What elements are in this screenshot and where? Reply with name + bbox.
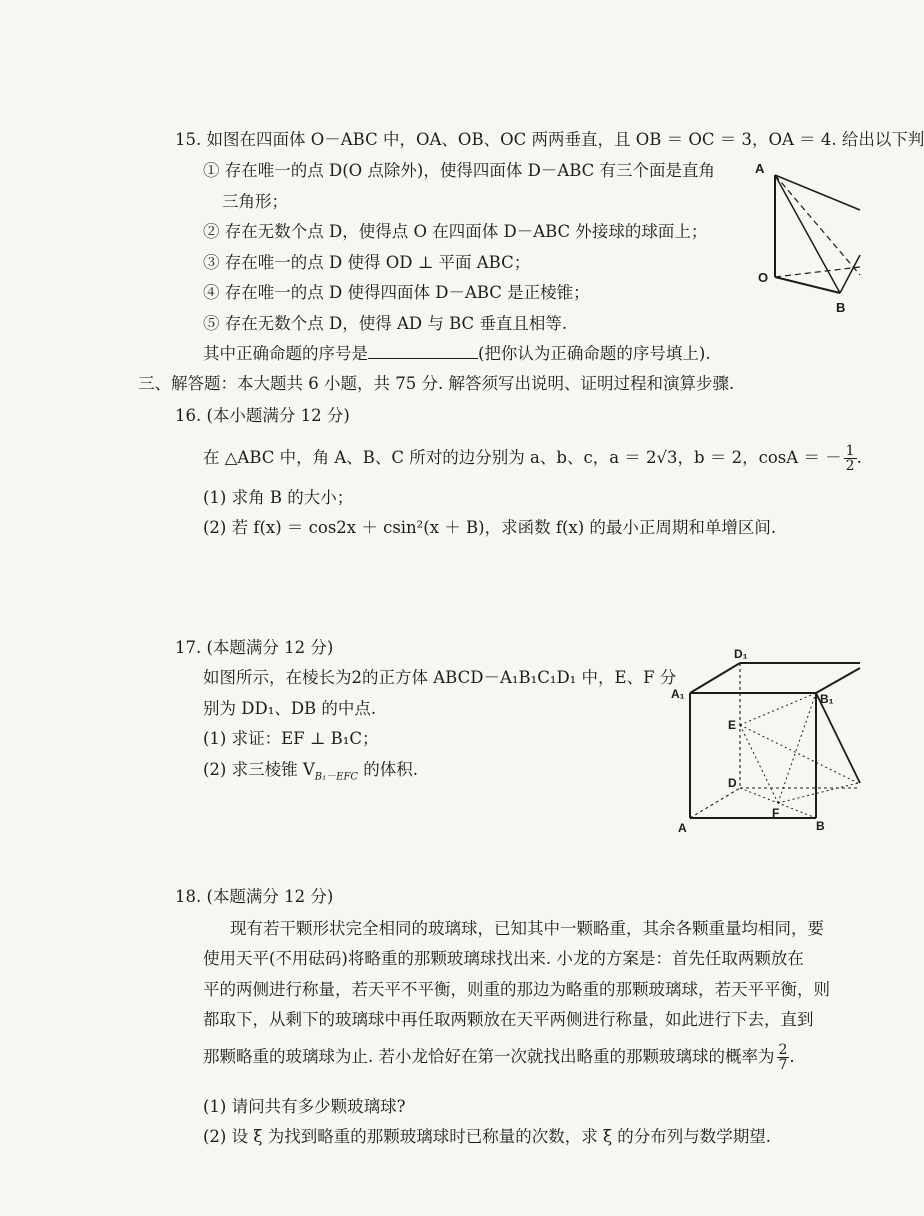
q16-fraction-numerator: 1 bbox=[845, 443, 855, 459]
q15-statement-4: ④ 存在唯一的点 D 使得四面体 D－ABC 是正棱锥； bbox=[203, 283, 590, 302]
q15-fig-label-a: A bbox=[755, 161, 765, 176]
q15-answer-suffix: (把你认为正确命题的序号填上). bbox=[478, 344, 711, 363]
q18-line-3: 平的两侧进行称量，若天平不平衡，则重的那边为略重的那颗玻璃球，若天平平衡，则 bbox=[203, 980, 830, 999]
q15-statement-2: ② 存在无数个点 D，使得点 O 在四面体 D－ABC 外接球的球面上； bbox=[203, 222, 708, 241]
q18-heading: 18. (本题满分 12 分) bbox=[175, 887, 334, 906]
q15-answer-prefix: 其中正确命题的序号是 bbox=[203, 344, 368, 363]
q18-line-2: 使用天平(不用砝码)将略重的那颗玻璃球找出来. 小龙的方案是：首先任取两颗放在 bbox=[203, 949, 804, 968]
q18-line-5-text: 那颗略重的玻璃球为止. 若小龙恰好在第一次就找出略重的那颗玻璃球的概率为 bbox=[203, 1047, 775, 1066]
q15-tetrahedron-figure bbox=[750, 155, 860, 315]
q16-part-1: (1) 求角 B 的大小； bbox=[203, 488, 354, 507]
q18-part-2: (2) 设 ξ 为找到略重的那颗玻璃球时已称量的次数，求 ξ 的分布列与数学期望. bbox=[203, 1127, 772, 1146]
q17-fig-label-f: F bbox=[772, 806, 780, 820]
q16-stem-text: 在 △ABC 中，角 A、B、C 所对的边分别为 a、b、c，a ＝ 2√3，b ＝ 2，cosA ＝ － bbox=[203, 448, 842, 467]
q17-fig-label-d: D bbox=[728, 776, 737, 790]
q15-heading: 15. 如图在四面体 O－ABC 中，OA、OB、OC 两两垂直，且 OB ＝ OC ＝ 3，OA ＝ 4. 给出以下判 bbox=[175, 130, 924, 149]
q17-fig-label-a: A bbox=[678, 821, 687, 835]
q15-fig-label-b: B bbox=[836, 300, 846, 315]
q17-heading: 17. (本题满分 12 分) bbox=[175, 638, 334, 657]
q17-line-1: 如图所示，在棱长为2的正方体 ABCD－A₁B₁C₁D₁ 中，E、F 分 bbox=[203, 668, 677, 687]
q17-fig-label-a1: A₁ bbox=[671, 687, 685, 701]
q18-fraction-numerator: 2 bbox=[778, 1042, 788, 1058]
q18-fraction-denominator: 7 bbox=[778, 1057, 788, 1073]
q16-part-2: (2) 若 f(x) ＝ cos2x ＋ csin²(x ＋ B)，求函数 f(x) 的最小正周期和单增区间. bbox=[203, 518, 777, 537]
q18-line-4: 都取下，从剩下的玻璃球中再任取两颗放在天平两侧进行称量，如此进行下去，直到 bbox=[203, 1010, 814, 1029]
q15-statement-5: ⑤ 存在无数个点 D，使得 AD 与 BC 垂直且相等. bbox=[203, 314, 568, 333]
q18-line-5 bbox=[203, 1043, 795, 1072]
q16-fraction-denominator: 2 bbox=[845, 458, 855, 474]
q17-fig-label-b1: B₁ bbox=[820, 692, 834, 706]
q17-line-2: 别为 DD₁、DB 的中点. bbox=[203, 699, 377, 718]
q15-fig-label-o: O bbox=[758, 270, 769, 285]
q17-part-2-text: (2) 求三棱锥 V bbox=[203, 760, 315, 779]
q15-statement-1: ① 存在唯一的点 D(O 点除外)，使得四面体 D－ABC 有三个面是直角 bbox=[203, 161, 716, 180]
q17-fig-label-b: B bbox=[816, 819, 825, 833]
q18-fraction bbox=[777, 1043, 790, 1072]
q17-part-2-subscript: B₁－EFC bbox=[314, 771, 359, 783]
q17-cube-figure bbox=[668, 643, 860, 838]
q17-fig-label-d1: D₁ bbox=[734, 647, 748, 661]
q16-fraction bbox=[844, 444, 857, 473]
q17-part-2-end: 的体积. bbox=[358, 760, 419, 779]
q18-part-1: (1) 请问共有多少颗玻璃球? bbox=[203, 1097, 406, 1116]
q17-part-2 bbox=[203, 760, 418, 784]
q16-heading: 16. (本小题满分 12 分) bbox=[175, 406, 350, 425]
section-3-heading: 三、解答题：本大题共 6 小题，共 75 分. 解答须写出说明、证明过程和演算步骤. bbox=[138, 374, 735, 393]
q15-answer-blank bbox=[368, 344, 478, 359]
q18-line-1: 现有若干颗形状完全相同的玻璃球，已知其中一颗略重，其余各颗重量均相同，要 bbox=[230, 919, 824, 938]
q15-statement-1-cont: 三角形； bbox=[222, 192, 288, 211]
q15-statement-3: ③ 存在唯一的点 D 使得 OD ⊥ 平面 ABC； bbox=[203, 253, 531, 272]
q17-part-1: (1) 求证：EF ⊥ B₁C； bbox=[203, 729, 379, 748]
q16-stem bbox=[203, 444, 862, 473]
q15-answer-line bbox=[203, 344, 711, 365]
q16-stem-end: . bbox=[856, 448, 862, 467]
q17-fig-label-e: E bbox=[728, 718, 737, 732]
q18-line-5-end: . bbox=[789, 1047, 795, 1066]
